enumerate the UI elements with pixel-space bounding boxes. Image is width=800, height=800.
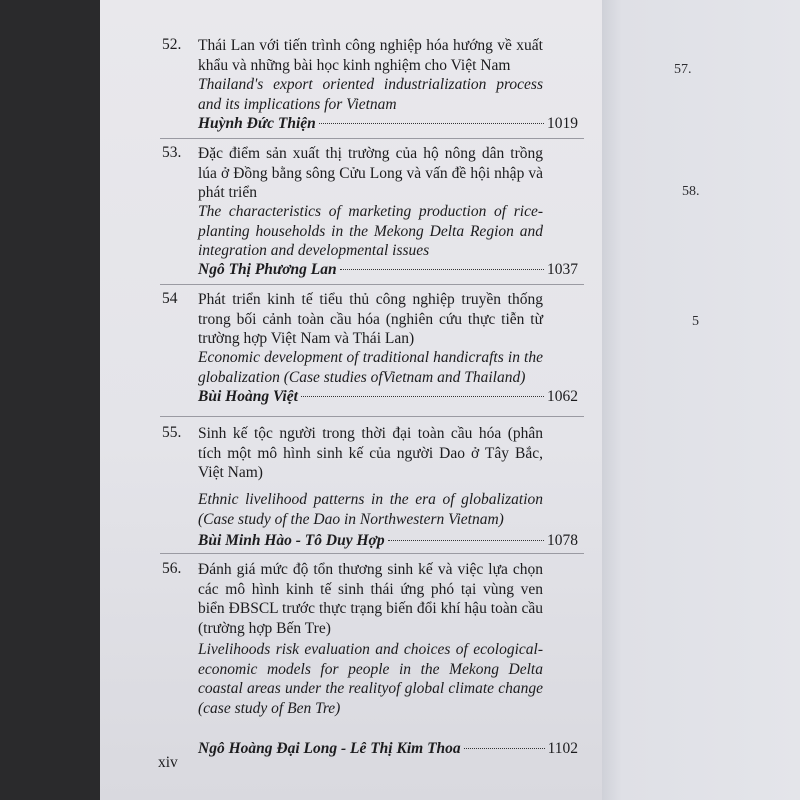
entry-title-vi: Thái Lan với tiến trình công nghiệp hóa hướng về xuất khẩu và những bài học kinh nghiệm cho Việt Nam (198, 37, 543, 74)
entry-title-vi: Đánh giá mức độ tổn thương sinh kế và việc lựa chọn các mô hình kinh tế sinh thái ứng phó tại vùng ven biển ĐBSCL trước thực trạng biến đổi khí hậu toàn cầu (trường hợp Bến Tre) (198, 561, 543, 637)
entry-title-vi: Phát triển kinh tế tiểu thủ công nghiệp truyền thống trong bối cảnh toàn cầu hóa (nghiên cứu thực tiễn từ trường hợp Việt Nam và Thái Lan) (198, 291, 543, 347)
entry-number: 55. (162, 424, 182, 441)
entry-number: 56. (162, 560, 182, 577)
page-folio: xiv (158, 754, 178, 771)
divider (160, 138, 584, 139)
entry-number: 54 (162, 290, 178, 307)
author-line (198, 115, 578, 135)
entry-title-en: The characteristics of marketing production of rice-planting households in the Mekong Delta Region and integration and developmental issues (198, 203, 543, 259)
adjacent-entry-number: 57. (674, 62, 692, 77)
divider (160, 553, 584, 554)
entry-title-en: Thailand's export oriented industrialization process and its implications for Vietnam (198, 76, 543, 113)
entry-page: 1078 (547, 532, 578, 549)
leader-dots (340, 269, 544, 270)
entry-author: Bùi Hoàng Việt (198, 388, 298, 405)
adjacent-page (602, 0, 800, 800)
entry-number: 52. (162, 36, 182, 53)
entry-title-en: Ethnic livelihood patterns in the era of globalization (Case study of the Dao in Northwestern Vietnam) (198, 491, 543, 528)
entry-author: Ngô Hoàng Đại Long - Lê Thị Kim Thoa (198, 740, 461, 757)
author-line (198, 740, 578, 760)
entry-author: Bùi Minh Hào - Tô Duy Hợp (198, 532, 385, 549)
entry-page: 1019 (547, 115, 578, 132)
entry-author: Huỳnh Đức Thiện (198, 115, 316, 132)
leader-dots (301, 396, 544, 397)
adjacent-entry-number: 5 (692, 314, 699, 329)
entry-title-en: Livelihoods risk evaluation and choices of ecological-economic models for people in the Mekong Delta coastal areas under the realityof global climate change (case study of Ben Tre) (198, 641, 543, 717)
entry-author: Ngô Thị Phương Lan (198, 261, 337, 278)
book-page (100, 0, 602, 800)
leader-dots (319, 123, 544, 124)
entry-title-vi: Đặc điểm sản xuất thị trường của hộ nông dân trồng lúa ở Đồng bằng sông Cửu Long và vấn đề hội nhập và phát triển (198, 145, 543, 201)
entry-number: 53. (162, 144, 182, 161)
author-line (198, 532, 578, 552)
entry-page: 1037 (547, 261, 578, 278)
entry-title-en: Economic development of traditional handicrafts in the globalization (Case studies ofVietnam and Thailand) (198, 349, 543, 386)
entry-page: 1102 (547, 740, 578, 757)
entry-title-vi: Sinh kế tộc người trong thời đại toàn cầu hóa (phân tích một mô hình sinh kế của người Dao ở Tây Bắc, Việt Nam) (198, 425, 543, 481)
author-line (198, 261, 578, 281)
leader-dots (388, 540, 544, 541)
divider (160, 284, 584, 285)
leader-dots (464, 748, 545, 749)
adjacent-entry-number: 58. (682, 184, 700, 199)
author-line (198, 388, 578, 408)
divider (160, 416, 584, 417)
entry-page: 1062 (547, 388, 578, 405)
